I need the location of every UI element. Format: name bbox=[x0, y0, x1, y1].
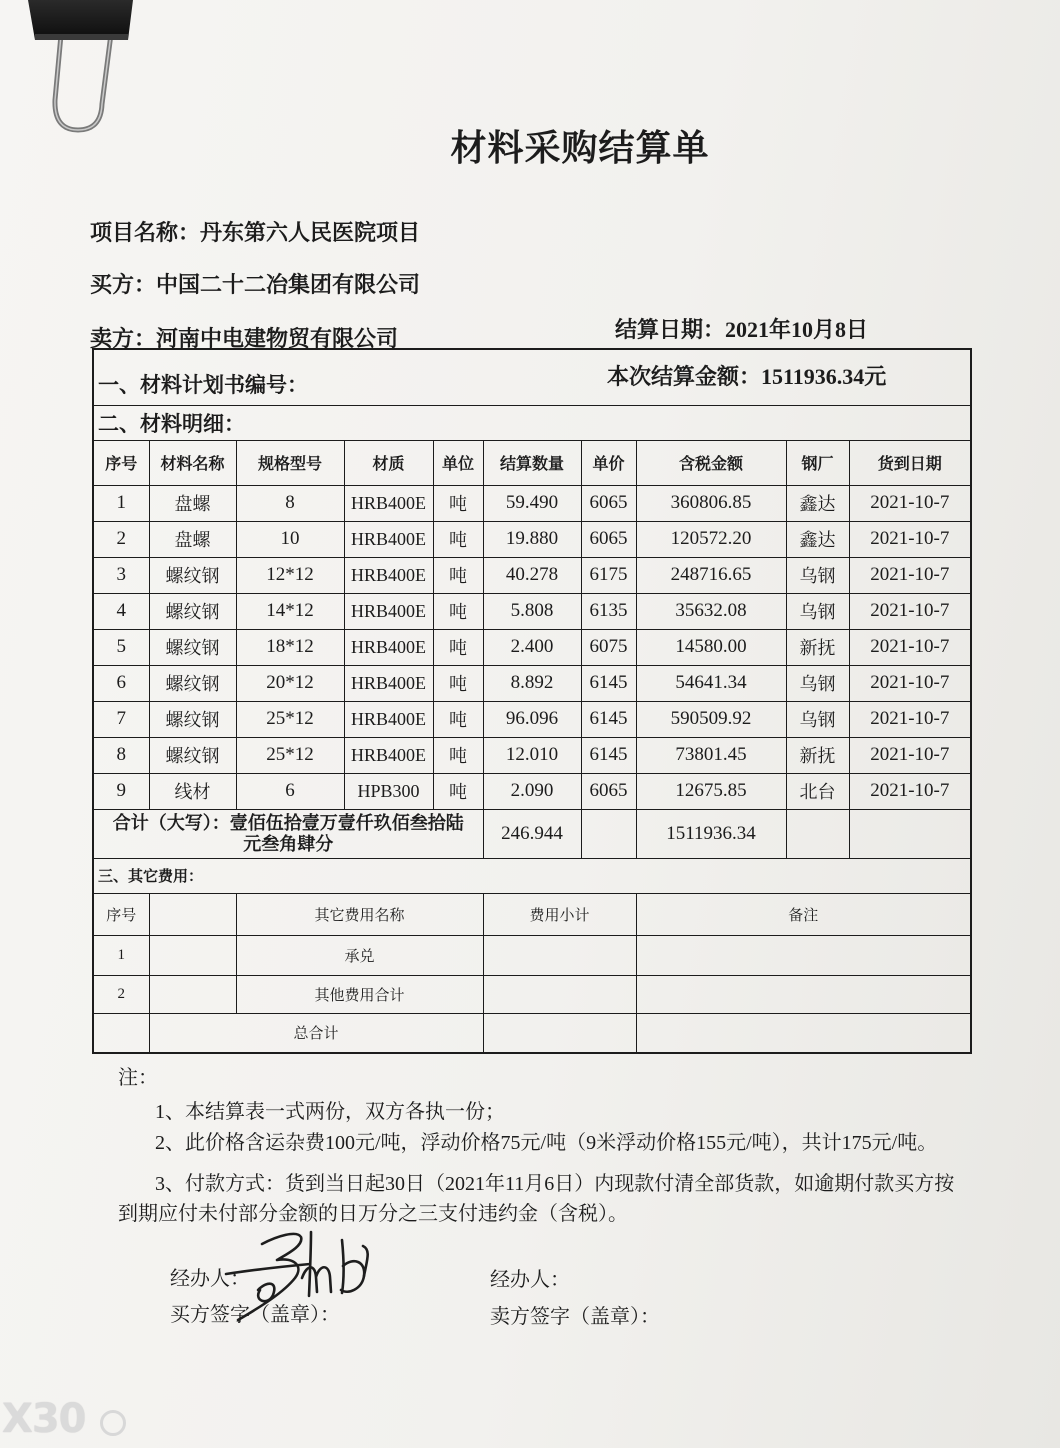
unit-price: 6175 bbox=[581, 557, 636, 593]
amount-incl-tax: 120572.20 bbox=[636, 521, 786, 557]
camera-watermark: X30 bbox=[2, 1396, 86, 1442]
settled-quantity: 12.010 bbox=[483, 737, 581, 773]
amount-incl-tax: 35632.08 bbox=[636, 593, 786, 629]
unit-price: 6065 bbox=[581, 773, 636, 809]
total-in-words bbox=[93, 809, 483, 858]
arrival-date: 2021-10-7 bbox=[849, 593, 971, 629]
settlement-date-label: 结算日期： bbox=[615, 317, 726, 342]
settlement-date-value: 2021年10月8日 bbox=[725, 317, 869, 342]
steel-mill: 北台 bbox=[786, 773, 849, 809]
settlement-amount-label: 本次结算金额： bbox=[607, 364, 762, 389]
steel-mill: 乌钢 bbox=[786, 701, 849, 737]
unit: 吨 bbox=[433, 593, 483, 629]
spec-model: 20*12 bbox=[236, 665, 344, 701]
column-header: 钢厂 bbox=[786, 440, 849, 485]
notes-heading: 注： bbox=[118, 1067, 158, 1089]
row-number: 5 bbox=[93, 629, 149, 665]
column-header: 备注 bbox=[636, 893, 971, 935]
material-grade: HRB400E bbox=[344, 701, 433, 737]
amount-incl-tax: 590509.92 bbox=[636, 701, 786, 737]
total-quantity: 246.944 bbox=[483, 809, 581, 858]
column-header: 费用小计 bbox=[483, 893, 636, 935]
buyer-line bbox=[90, 271, 420, 299]
amount-incl-tax: 248716.65 bbox=[636, 557, 786, 593]
fee-subtotal bbox=[483, 935, 636, 975]
fee-name: 其他费用合计 bbox=[236, 975, 483, 1013]
amount-incl-tax: 73801.45 bbox=[636, 737, 786, 773]
column-header: 含税金额 bbox=[636, 440, 786, 485]
material-row bbox=[93, 485, 971, 521]
material-row bbox=[93, 701, 971, 737]
column-header: 规格型号 bbox=[236, 440, 344, 485]
steel-mill: 乌钢 bbox=[786, 593, 849, 629]
unit: 吨 bbox=[433, 629, 483, 665]
other-fees-section-row bbox=[93, 858, 971, 893]
material-name: 盘螺 bbox=[149, 521, 236, 557]
spec-model: 10 bbox=[236, 521, 344, 557]
row-number: 1 bbox=[93, 485, 149, 521]
column-header: 序号 bbox=[93, 440, 149, 485]
column-header: 货到日期 bbox=[849, 440, 971, 485]
blank-cell bbox=[149, 975, 236, 1013]
fee-remark bbox=[636, 975, 971, 1013]
other-fees-header-row bbox=[93, 893, 971, 935]
buyer-handler-label: 经办人： bbox=[170, 1268, 250, 1290]
grand-total-subtotal bbox=[483, 1013, 636, 1053]
steel-mill: 新抚 bbox=[786, 629, 849, 665]
amount-incl-tax: 14580.00 bbox=[636, 629, 786, 665]
other-fees-heading: 三、其它费用： bbox=[93, 858, 971, 893]
settlement-amount-value: 1511936.34元 bbox=[761, 364, 887, 389]
seller-label: 卖方： bbox=[90, 326, 157, 351]
settled-quantity: 8.892 bbox=[483, 665, 581, 701]
material-name: 盘螺 bbox=[149, 485, 236, 521]
material-grade: HRB400E bbox=[344, 665, 433, 701]
watermark-logo-icon bbox=[100, 1410, 126, 1436]
steel-mill: 乌钢 bbox=[786, 665, 849, 701]
settled-quantity: 2.400 bbox=[483, 629, 581, 665]
note-item: 1、本结算表一式两份，双方各执一份； bbox=[155, 1101, 505, 1123]
arrival-date: 2021-10-7 bbox=[849, 701, 971, 737]
fee-remark bbox=[636, 935, 971, 975]
settled-quantity: 96.096 bbox=[483, 701, 581, 737]
fee-row-number: 2 bbox=[93, 975, 149, 1013]
amount-incl-tax: 54641.34 bbox=[636, 665, 786, 701]
buyer-handwritten-signature bbox=[222, 1220, 382, 1330]
unit-price: 6065 bbox=[581, 485, 636, 521]
page-title: 材料采购结算单 bbox=[450, 128, 710, 168]
column-header: 单位 bbox=[433, 440, 483, 485]
buyer-name: 中国二十二冶集团有限公司 bbox=[156, 272, 421, 297]
material-name: 螺纹钢 bbox=[149, 593, 236, 629]
settlement-amount bbox=[607, 360, 886, 391]
plan-number-label: 一、材料计划书编号： bbox=[98, 373, 308, 398]
spec-model: 25*12 bbox=[236, 701, 344, 737]
amount-incl-tax: 360806.85 bbox=[636, 485, 786, 521]
fee-row-number: 1 bbox=[93, 935, 149, 975]
blank-cell bbox=[149, 893, 236, 935]
row-number: 2 bbox=[93, 521, 149, 557]
unit-price: 6075 bbox=[581, 629, 636, 665]
steel-mill: 乌钢 bbox=[786, 557, 849, 593]
grand-total-remark bbox=[636, 1013, 971, 1053]
material-grade: HRB400E bbox=[344, 593, 433, 629]
unit: 吨 bbox=[433, 773, 483, 809]
settled-quantity: 5.808 bbox=[483, 593, 581, 629]
material-name: 线材 bbox=[149, 773, 236, 809]
total-row bbox=[93, 809, 971, 858]
row-number: 8 bbox=[93, 737, 149, 773]
total-amount: 1511936.34 bbox=[636, 809, 786, 858]
material-details-heading: 二、材料明细： bbox=[93, 405, 971, 440]
material-grade: HRB400E bbox=[344, 521, 433, 557]
settled-quantity: 19.880 bbox=[483, 521, 581, 557]
material-name: 螺纹钢 bbox=[149, 737, 236, 773]
arrival-date: 2021-10-7 bbox=[849, 773, 971, 809]
settled-quantity: 59.490 bbox=[483, 485, 581, 521]
total-label: 合计（大写）： bbox=[112, 812, 230, 833]
material-grade: HRB400E bbox=[344, 629, 433, 665]
project-label: 项目名称： bbox=[90, 220, 201, 245]
steel-mill: 鑫达 bbox=[786, 521, 849, 557]
material-row bbox=[93, 521, 971, 557]
material-name: 螺纹钢 bbox=[149, 665, 236, 701]
column-header: 结算数量 bbox=[483, 440, 581, 485]
material-name: 螺纹钢 bbox=[149, 629, 236, 665]
grand-total-row bbox=[93, 1013, 971, 1053]
unit: 吨 bbox=[433, 557, 483, 593]
material-grade: HPB300 bbox=[344, 773, 433, 809]
blank-cell bbox=[149, 935, 236, 975]
unit-price: 6145 bbox=[581, 665, 636, 701]
column-header: 序号 bbox=[93, 893, 149, 935]
steel-mill: 鑫达 bbox=[786, 485, 849, 521]
settlement-table bbox=[92, 348, 972, 1054]
spec-model: 14*12 bbox=[236, 593, 344, 629]
spec-model: 6 bbox=[236, 773, 344, 809]
material-grade: HRB400E bbox=[344, 737, 433, 773]
column-header: 材料名称 bbox=[149, 440, 236, 485]
arrival-date: 2021-10-7 bbox=[849, 665, 971, 701]
project-line bbox=[90, 219, 420, 247]
amount-incl-tax: 12675.85 bbox=[636, 773, 786, 809]
spec-model: 25*12 bbox=[236, 737, 344, 773]
binder-clip bbox=[18, 0, 148, 140]
material-row bbox=[93, 773, 971, 809]
steel-mill: 新抚 bbox=[786, 737, 849, 773]
unit: 吨 bbox=[433, 701, 483, 737]
unit-price: 6145 bbox=[581, 701, 636, 737]
buyer-label: 买方： bbox=[90, 272, 157, 297]
spec-model: 18*12 bbox=[236, 629, 344, 665]
unit: 吨 bbox=[433, 521, 483, 557]
row-number: 4 bbox=[93, 593, 149, 629]
material-name: 螺纹钢 bbox=[149, 701, 236, 737]
spec-model: 12*12 bbox=[236, 557, 344, 593]
material-grade: HRB400E bbox=[344, 557, 433, 593]
note-item: 2、此价格含运杂费100元/吨，浮动价格75元/吨（9米浮动价格155元/吨），共计175元/吨。 bbox=[155, 1132, 938, 1154]
arrival-date: 2021-10-7 bbox=[849, 521, 971, 557]
blank-cell bbox=[786, 809, 849, 858]
note-item: 3、付款方式：货到当日起30日（2021年11月6日）内现款付清全部货款，如逾期付款买方按到期应付未付部分金额的日万分之三支付违约金（含税）。 bbox=[118, 1173, 955, 1225]
buyer-sign-label: 买方签字（盖章）： bbox=[170, 1304, 340, 1326]
row-number: 3 bbox=[93, 557, 149, 593]
settlement-date-line bbox=[615, 316, 868, 344]
other-fee-row bbox=[93, 935, 971, 975]
unit-price: 6135 bbox=[581, 593, 636, 629]
plan-number-row bbox=[93, 349, 971, 405]
blank-cell bbox=[93, 1013, 149, 1053]
material-grade: HRB400E bbox=[344, 485, 433, 521]
plan-number-cell bbox=[93, 349, 971, 405]
total-amount-words: 壹佰伍拾壹万壹仟玖佰叁拾陆元叁角肆分 bbox=[229, 812, 464, 854]
column-header: 单价 bbox=[581, 440, 636, 485]
arrival-date: 2021-10-7 bbox=[849, 737, 971, 773]
project-name: 丹东第六人民医院项目 bbox=[200, 220, 421, 245]
column-header: 其它费用名称 bbox=[236, 893, 483, 935]
unit: 吨 bbox=[433, 665, 483, 701]
seller-name: 河南中电建物贸有限公司 bbox=[156, 326, 399, 351]
seller-sign-label: 卖方签字（盖章）： bbox=[490, 1306, 660, 1328]
fee-name: 承兑 bbox=[236, 935, 483, 975]
material-details-row bbox=[93, 405, 971, 440]
material-row bbox=[93, 557, 971, 593]
grand-total-label: 总合计 bbox=[149, 1013, 483, 1053]
column-header: 材质 bbox=[344, 440, 433, 485]
settled-quantity: 2.090 bbox=[483, 773, 581, 809]
arrival-date: 2021-10-7 bbox=[849, 557, 971, 593]
arrival-date: 2021-10-7 bbox=[849, 485, 971, 521]
fee-subtotal bbox=[483, 975, 636, 1013]
settled-quantity: 40.278 bbox=[483, 557, 581, 593]
row-number: 6 bbox=[93, 665, 149, 701]
arrival-date: 2021-10-7 bbox=[849, 629, 971, 665]
material-row bbox=[93, 593, 971, 629]
material-header-row bbox=[93, 440, 971, 485]
row-number: 9 bbox=[93, 773, 149, 809]
unit: 吨 bbox=[433, 485, 483, 521]
material-row bbox=[93, 629, 971, 665]
unit: 吨 bbox=[433, 737, 483, 773]
unit-price: 6145 bbox=[581, 737, 636, 773]
other-fee-row bbox=[93, 975, 971, 1013]
material-row bbox=[93, 737, 971, 773]
row-number: 7 bbox=[93, 701, 149, 737]
unit-price: 6065 bbox=[581, 521, 636, 557]
material-name: 螺纹钢 bbox=[149, 557, 236, 593]
spec-model: 8 bbox=[236, 485, 344, 521]
seller-handler-label: 经办人： bbox=[490, 1269, 570, 1291]
material-row bbox=[93, 665, 971, 701]
blank-cell bbox=[581, 809, 636, 858]
blank-cell bbox=[849, 809, 971, 858]
